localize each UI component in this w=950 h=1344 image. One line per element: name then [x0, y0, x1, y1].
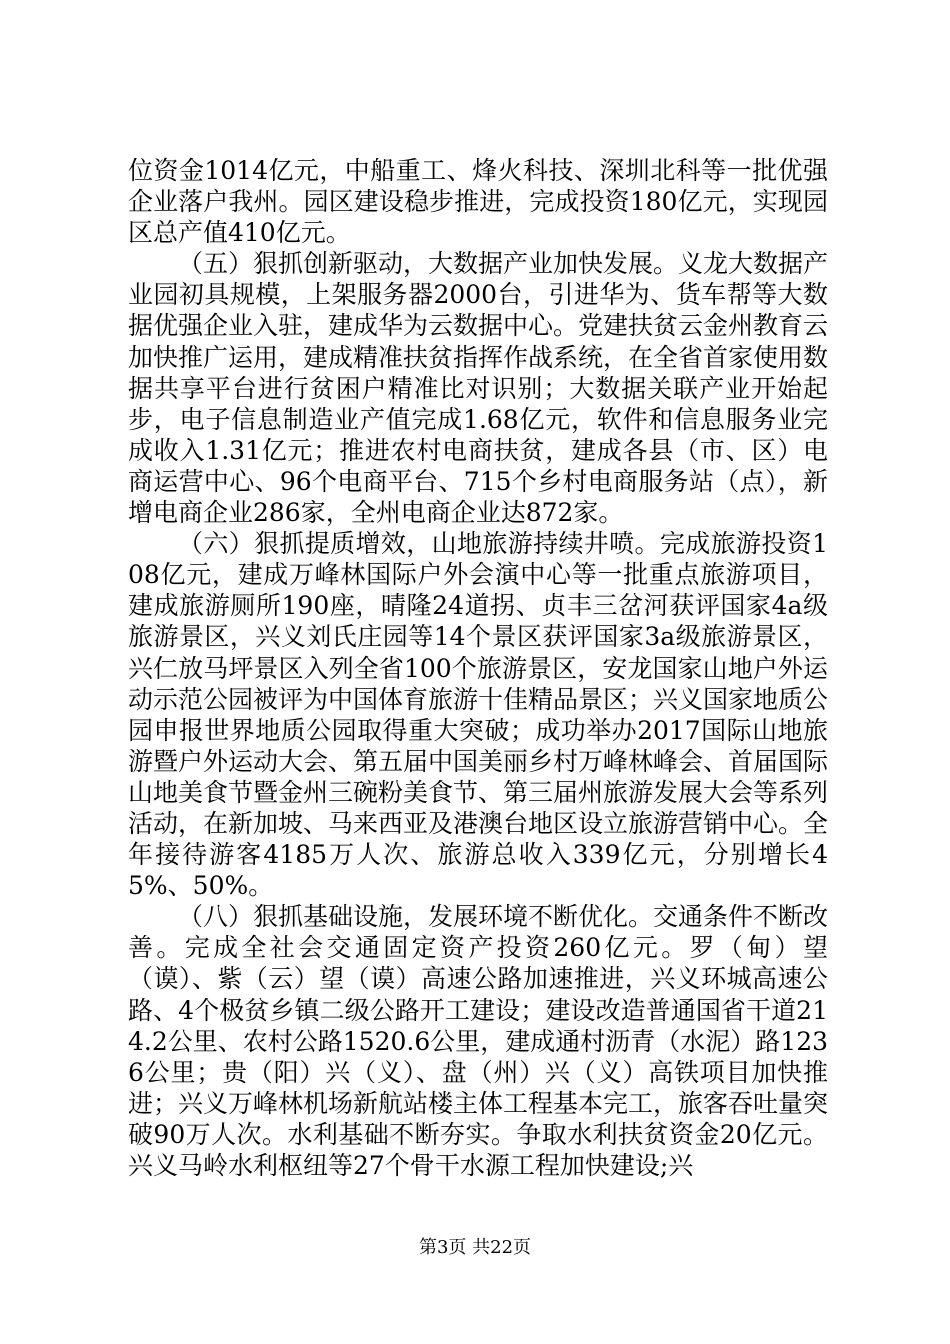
- paragraph-infrastructure: （八）狠抓基础设施，发展环境不断优化。交通条件不断改善。完成全社会交通固定资产投资260亿元。罗（甸）望（谟）、紫（云）望（谟）高速公路加速推进，兴义环城高速公路、4个极贫乡镇二级公路开工建设；建设改造普通国省干道214.2公里、农村公路1520.6公里，建成通村沥青（水泥）路1236公里；贵（阳）兴（义）、盘（州）兴（义）高铁项目加快推进；兴义万峰林机场新航站楼主体工程基本完工，旅客吞吐量突破90万人次。水利基础不断夯实。争取水利扶贫资金20亿元。兴义马岭水利枢纽等27个骨干水源工程加快建设;兴: [128, 902, 828, 1180]
- paragraph-innovation: （五）狠抓创新驱动，大数据产业加快发展。义龙大数据产业园初具规模，上架服务器2000台，引进华为、货车帮等大数据优强企业入驻，建成华为云数据中心。党建扶贫云金州教育云加快推广运用，建成精准扶贫指挥作战系统，在全省首家使用数据共享平台进行贫困户精准比对识别；大数据关联产业开始起步，电子信息制造业产值完成1.68亿元，软件和信息服务业完成收入1.31亿元；推进农村电商扶贫，建成各县（市、区）电商运营中心、96个电商平台、715个乡村电商服务站（点），新增电商企业286家，全州电商企业达872家。: [128, 249, 828, 528]
- paragraph-tourism: （六）狠抓提质增效，山地旅游持续井喷。完成旅游投资108亿元，建成万峰林国际户外会演中心等一批重点旅游项目，建成旅游厕所190座，晴隆24道拐、贞丰三岔河获评国家4a级旅游景区，兴义刘氏庄园等14个景区获评国家3a级旅游景区，兴仁放马坪景区入列全省100个旅游景区，安龙国家山地户外运动示范公园被评为中国体育旅游十佳精品景区；兴义国家地质公园申报世界地质公园取得重大突破；成功举办2017国际山地旅游暨户外运动大会、第五届中国美丽乡村万峰林峰会、首届国际山地美食节暨金州三碗粉美食节、第三届州旅游发展大会等系列活动，在新加坡、马来西亚及港澳台地区设立旅游营销中心。全年接待游客4185万人次、旅游总收入339亿元，分别增长45%、50%。: [128, 529, 828, 901]
- document-body: [128, 155, 828, 1195]
- page-number: 第3页 共22页: [418, 1237, 532, 1258]
- paragraph-continued: 位资金1014亿元，中船重工、烽火科技、深圳北科等一批优强企业落户我州。园区建设稳步推进，完成投资180亿元，实现园区总产值410亿元。: [128, 156, 828, 248]
